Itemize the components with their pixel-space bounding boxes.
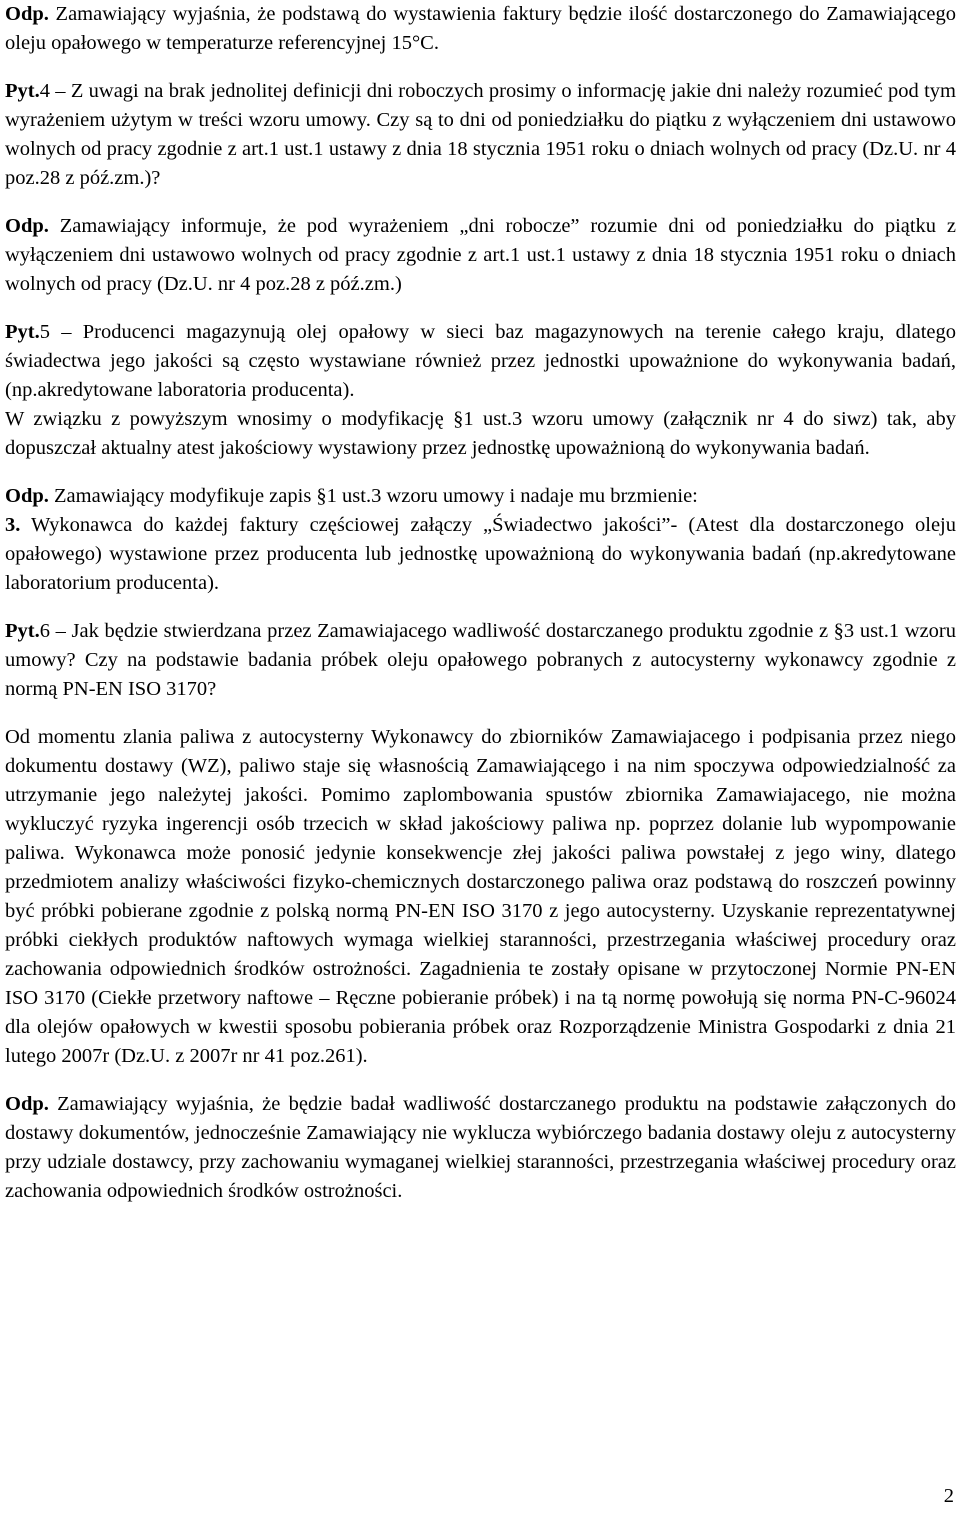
page-number: 2 [943,1485,954,1507]
answer-label: Odp. [5,3,49,25]
answer-5-paragraph [5,482,956,511]
question-label: Pyt. [5,620,40,642]
clause-text: Wykonawca do każdej faktury częściowej załączy „Świadectwo jakości”- (Atest dla dostarczonego oleju opałowego) wystawione przez producenta lub jednostkę upoważnioną do wykonywania badań (np.akredytowane laboratorium producenta). [5,514,956,594]
question-5-paragraph [5,318,956,405]
answer-paragraph [5,0,956,58]
answer-4-paragraph [5,212,956,299]
answer-label: Odp. [5,485,49,507]
answer-text: Zamawiający modyfikuje zapis §1 ust.3 wzoru umowy i nadaje mu brzmienie: [48,485,698,507]
answer-text: Zamawiający wyjaśnia, że podstawą do wystawienia faktury będzie ilość dostarczonego do Zamawiającego oleju opałowego w temperaturze referencyjnej 15°C. [5,3,956,54]
answer-label: Odp. [5,1093,49,1115]
answer-text: Zamawiający wyjaśnia, że będzie badał wadliwość dostarczanego produktu na podstawie załączonych do dostawy dokumentów, jednocześnie Zamawiający nie wyklucza wybiórczego badania dostawy oleju z autocysterny przy udziale dostawcy, przy zachowaniu wymaganej wielkiej staranności, przestrzegania właściwej procedury oraz zachowania odpowiednich środków ostrożności. [5,1093,956,1202]
question-text: 5 – Producenci magazynują olej opałowy w sieci baz magazynowych na terenie całego kraju, dlatego świadectwa jego jakości są często wystawiane również przez jednostki upoważnione do wykonywania badań, (np.akredytowane laboratoria producenta). [5,321,956,401]
question-4-paragraph [5,77,956,193]
answer-text: Zamawiający informuje, że pod wyrażeniem „dni robocze” rozumie dni od poniedziałku do piątku z wyłączeniem dni ustawowo wolnych od pracy zgodnie z art.1 ust.1 ustawy z dnia 18 stycznia 1951 roku o dniach wolnych od pracy (Dz.U. nr 4 poz.28 z póź.zm.) [5,215,956,295]
question-5-request: W związku z powyższym wnosimy o modyfikację §1 ust.3 wzoru umowy (załącznik nr 4 do siwz) tak, aby dopuszczał aktualny atest jakościowy wystawiony przez jednostkę upoważnioną do wykonywania badań. [5,408,956,459]
question-label: Pyt. [5,80,40,102]
answer-label: Odp. [5,215,49,237]
answer-6-paragraph [5,1090,956,1206]
document-page [5,0,956,1206]
question-text: 4 – Z uwagi na brak jednolitej definicji dni roboczych prosimy o informację jakie dni należy rozumieć pod tym wyrażeniem użytym w treści wzoru umowy. Czy są to dni od poniedziałku do piątku z wyłączeniem dni ustawowo wolnych od pracy zgodnie z art.1 ust.1 ustawy z dnia 18 stycznia 1951 roku o dniach wolnych od pracy (Dz.U. nr 4 poz.28 z póź.zm.)? [5,80,956,189]
question-text: 6 – Jak będzie stwierdzana przez Zamawiajacego wadliwość dostarczanego produktu zgodnie z §3 ust.1 wzoru umowy? Czy na podstawie badania próbek oleju opałowego pobranych z autocysterny wykonawcy zgodnie z normą PN-EN ISO 3170? [5,620,956,700]
question-label: Pyt. [5,321,40,343]
answer-5-clause [5,511,956,598]
question-6-body: Od momentu zlania paliwa z autocysterny Wykonawcy do zbiorników Zamawiajacego i podpisania przez niego dokumentu dostawy (WZ), paliwo staje się własnością Zamawiającego i na nim spoczywa odpowiedzialność za utrzymanie jego należytej jakości. Pomimo zaplombowania spustów zbiornika Zamawiajacego, nie można wykluczyć ryzyka ingerencji osób trzecich w skład jakościowy paliwa np. poprzez dolanie lub wypompowanie paliwa. Wykonawca może ponosić jedynie konsekwencje złej jakości paliwa powstałej z jego winy, dlatego przedmiotem analizy właściwości fizyko-chemicznych dostarczonego paliwa oraz podstawą do roszczeń powinny być próbki pobierane zgodnie z polską normą PN-EN ISO 3170 z jego autocysterny. Uzyskanie reprezentatywnej próbki ciekłych produktów naftowych wymaga wielkiej staranności, przestrzegania właściwej procedury oraz zachowania odpowiednich środków ostrożności. Zagadnienia te zostały opisane w przytoczonej Normie PN-EN ISO 3170 (Ciekłe przetwory naftowe – Ręczne pobieranie próbek) i na tą normę powołują się norma PN-C-96024 dla olejów opałowych w kwestii sposobu pobierania próbek oraz Rozporządzenie Ministra Gospodarki z dnia 21 lutego 2007r (Dz.U. z 2007r nr 41 poz.261). [5,726,956,1067]
clause-number: 3. [5,514,21,536]
question-6-paragraph [5,617,956,704]
